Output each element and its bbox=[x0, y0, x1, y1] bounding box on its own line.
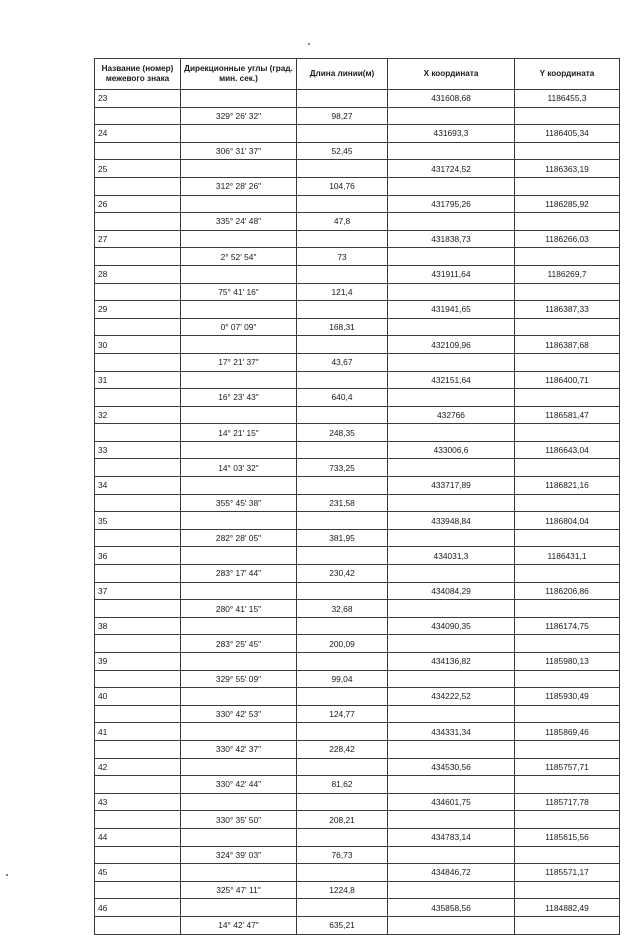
cell-point-name bbox=[95, 283, 181, 301]
cell-point-name: 44 bbox=[95, 828, 181, 846]
cell-direction-angle bbox=[181, 441, 297, 459]
table-row bbox=[95, 213, 620, 231]
cell-x-coordinate: 431724,52 bbox=[388, 160, 515, 178]
table-row bbox=[95, 107, 620, 125]
cell-x-coordinate: 432109,96 bbox=[388, 336, 515, 354]
cell-x-coordinate bbox=[388, 107, 515, 125]
table-row bbox=[95, 336, 620, 354]
cell-y-coordinate: 1186804,04 bbox=[515, 512, 620, 530]
cell-line-length bbox=[297, 301, 388, 319]
cell-point-name bbox=[95, 846, 181, 864]
cell-x-coordinate bbox=[388, 283, 515, 301]
table-row bbox=[95, 195, 620, 213]
cell-direction-angle: 16° 23' 43" bbox=[181, 389, 297, 407]
cell-x-coordinate: 434031,3 bbox=[388, 547, 515, 565]
cell-direction-angle: 330° 35' 50" bbox=[181, 811, 297, 829]
cell-y-coordinate: 1186643,04 bbox=[515, 441, 620, 459]
cell-line-length: 52,45 bbox=[297, 142, 388, 160]
cell-line-length bbox=[297, 230, 388, 248]
cell-point-name bbox=[95, 670, 181, 688]
cell-y-coordinate: 1186387,68 bbox=[515, 336, 620, 354]
cell-x-coordinate bbox=[388, 670, 515, 688]
header-x-coordinate: X координата bbox=[388, 59, 515, 90]
cell-direction-angle: 324° 39' 03" bbox=[181, 846, 297, 864]
header-point-name: Название (номер) межевого знака bbox=[95, 59, 181, 90]
cell-point-name: 43 bbox=[95, 793, 181, 811]
cell-direction-angle: 306° 31' 37" bbox=[181, 142, 297, 160]
cell-point-name: 32 bbox=[95, 406, 181, 424]
cell-direction-angle bbox=[181, 688, 297, 706]
cell-direction-angle bbox=[181, 160, 297, 178]
cell-y-coordinate: 1185869,46 bbox=[515, 723, 620, 741]
cell-point-name bbox=[95, 459, 181, 477]
cell-point-name bbox=[95, 353, 181, 371]
cell-y-coordinate bbox=[515, 353, 620, 371]
cell-line-length bbox=[297, 828, 388, 846]
cell-line-length: 43,67 bbox=[297, 353, 388, 371]
cell-direction-angle bbox=[181, 864, 297, 882]
cell-y-coordinate bbox=[515, 740, 620, 758]
cell-y-coordinate: 1186269,7 bbox=[515, 265, 620, 283]
cell-line-length bbox=[297, 195, 388, 213]
cell-y-coordinate bbox=[515, 811, 620, 829]
table-row bbox=[95, 477, 620, 495]
cell-point-name bbox=[95, 811, 181, 829]
table-row bbox=[95, 142, 620, 160]
cell-x-coordinate: 431941,65 bbox=[388, 301, 515, 319]
table-row bbox=[95, 617, 620, 635]
table-row bbox=[95, 160, 620, 178]
cell-x-coordinate bbox=[388, 776, 515, 794]
table-row bbox=[95, 828, 620, 846]
cell-direction-angle bbox=[181, 617, 297, 635]
table-row bbox=[95, 582, 620, 600]
cell-direction-angle: 355° 45' 38" bbox=[181, 494, 297, 512]
cell-point-name: 39 bbox=[95, 653, 181, 671]
cell-point-name: 36 bbox=[95, 547, 181, 565]
cell-line-length bbox=[297, 582, 388, 600]
cell-x-coordinate bbox=[388, 318, 515, 336]
table-row bbox=[95, 635, 620, 653]
table-row bbox=[95, 547, 620, 565]
cell-line-length: 231,58 bbox=[297, 494, 388, 512]
cell-point-name bbox=[95, 177, 181, 195]
cell-y-coordinate bbox=[515, 529, 620, 547]
cell-direction-angle bbox=[181, 758, 297, 776]
table-row bbox=[95, 424, 620, 442]
cell-y-coordinate: 1185615,56 bbox=[515, 828, 620, 846]
cell-point-name: 31 bbox=[95, 371, 181, 389]
cell-line-length bbox=[297, 512, 388, 530]
cell-point-name bbox=[95, 776, 181, 794]
cell-line-length: 98,27 bbox=[297, 107, 388, 125]
table-row bbox=[95, 406, 620, 424]
cell-line-length bbox=[297, 265, 388, 283]
cell-point-name: 37 bbox=[95, 582, 181, 600]
cell-point-name: 34 bbox=[95, 477, 181, 495]
table-row bbox=[95, 248, 620, 266]
cell-direction-angle bbox=[181, 265, 297, 283]
scan-speck bbox=[6, 874, 8, 876]
cell-y-coordinate bbox=[515, 424, 620, 442]
cell-direction-angle bbox=[181, 195, 297, 213]
cell-y-coordinate bbox=[515, 635, 620, 653]
cell-line-length bbox=[297, 864, 388, 882]
cell-x-coordinate: 434783,14 bbox=[388, 828, 515, 846]
cell-y-coordinate bbox=[515, 283, 620, 301]
cell-y-coordinate bbox=[515, 846, 620, 864]
cell-x-coordinate bbox=[388, 248, 515, 266]
cell-y-coordinate bbox=[515, 705, 620, 723]
cell-point-name bbox=[95, 107, 181, 125]
cell-point-name: 35 bbox=[95, 512, 181, 530]
table-row bbox=[95, 441, 620, 459]
cell-x-coordinate: 434084,29 bbox=[388, 582, 515, 600]
cell-y-coordinate: 1186581,47 bbox=[515, 406, 620, 424]
cell-line-length bbox=[297, 899, 388, 917]
cell-point-name bbox=[95, 318, 181, 336]
cell-direction-angle: 280° 41' 15" bbox=[181, 600, 297, 618]
cell-direction-angle bbox=[181, 406, 297, 424]
survey-coordinates-table bbox=[94, 58, 620, 935]
cell-point-name bbox=[95, 142, 181, 160]
table-row bbox=[95, 723, 620, 741]
cell-line-length: 124,77 bbox=[297, 705, 388, 723]
cell-direction-angle bbox=[181, 653, 297, 671]
cell-line-length: 733,25 bbox=[297, 459, 388, 477]
cell-x-coordinate: 431795,26 bbox=[388, 195, 515, 213]
cell-y-coordinate bbox=[515, 248, 620, 266]
table-row bbox=[95, 916, 620, 934]
cell-y-coordinate: 1186405,34 bbox=[515, 125, 620, 143]
cell-y-coordinate bbox=[515, 565, 620, 583]
cell-point-name bbox=[95, 916, 181, 934]
cell-line-length bbox=[297, 441, 388, 459]
cell-direction-angle bbox=[181, 371, 297, 389]
cell-direction-angle bbox=[181, 723, 297, 741]
cell-line-length bbox=[297, 477, 388, 495]
cell-direction-angle bbox=[181, 477, 297, 495]
cell-line-length bbox=[297, 406, 388, 424]
scan-speck bbox=[308, 43, 310, 45]
cell-point-name: 33 bbox=[95, 441, 181, 459]
header-y-coordinate: Y координата bbox=[515, 59, 620, 90]
cell-y-coordinate bbox=[515, 107, 620, 125]
cell-line-length: 230,42 bbox=[297, 565, 388, 583]
cell-point-name bbox=[95, 213, 181, 231]
table-body bbox=[95, 90, 620, 935]
cell-point-name bbox=[95, 740, 181, 758]
cell-direction-angle: 2° 52' 54" bbox=[181, 248, 297, 266]
table-row bbox=[95, 529, 620, 547]
cell-y-coordinate: 1184882,49 bbox=[515, 899, 620, 917]
cell-point-name: 40 bbox=[95, 688, 181, 706]
cell-point-name bbox=[95, 494, 181, 512]
cell-direction-angle: 14° 03' 32" bbox=[181, 459, 297, 477]
cell-y-coordinate: 1186266,03 bbox=[515, 230, 620, 248]
cell-line-length: 640,4 bbox=[297, 389, 388, 407]
cell-y-coordinate bbox=[515, 600, 620, 618]
cell-point-name: 25 bbox=[95, 160, 181, 178]
cell-line-length bbox=[297, 371, 388, 389]
cell-point-name: 24 bbox=[95, 125, 181, 143]
cell-direction-angle bbox=[181, 512, 297, 530]
table-row bbox=[95, 301, 620, 319]
cell-x-coordinate bbox=[388, 459, 515, 477]
cell-y-coordinate bbox=[515, 213, 620, 231]
cell-x-coordinate: 433006,6 bbox=[388, 441, 515, 459]
cell-direction-angle bbox=[181, 230, 297, 248]
cell-line-length bbox=[297, 793, 388, 811]
cell-y-coordinate: 1186400,71 bbox=[515, 371, 620, 389]
cell-x-coordinate bbox=[388, 811, 515, 829]
cell-line-length: 381,95 bbox=[297, 529, 388, 547]
table-row bbox=[95, 899, 620, 917]
cell-y-coordinate: 1185757,71 bbox=[515, 758, 620, 776]
cell-point-name: 26 bbox=[95, 195, 181, 213]
cell-line-length bbox=[297, 723, 388, 741]
cell-point-name: 29 bbox=[95, 301, 181, 319]
cell-line-length: 228,42 bbox=[297, 740, 388, 758]
cell-line-length: 168,31 bbox=[297, 318, 388, 336]
cell-line-length bbox=[297, 547, 388, 565]
cell-x-coordinate bbox=[388, 389, 515, 407]
cell-x-coordinate bbox=[388, 213, 515, 231]
cell-point-name bbox=[95, 424, 181, 442]
cell-y-coordinate bbox=[515, 142, 620, 160]
cell-direction-angle: 312° 28' 26" bbox=[181, 177, 297, 195]
cell-direction-angle bbox=[181, 899, 297, 917]
cell-x-coordinate: 434601,75 bbox=[388, 793, 515, 811]
table-row bbox=[95, 864, 620, 882]
cell-point-name: 41 bbox=[95, 723, 181, 741]
cell-y-coordinate: 1186285,92 bbox=[515, 195, 620, 213]
cell-direction-angle: 282° 28' 05" bbox=[181, 529, 297, 547]
cell-y-coordinate: 1186387,33 bbox=[515, 301, 620, 319]
cell-x-coordinate bbox=[388, 881, 515, 899]
cell-point-name bbox=[95, 635, 181, 653]
table-row bbox=[95, 881, 620, 899]
cell-line-length: 208,21 bbox=[297, 811, 388, 829]
table-row bbox=[95, 688, 620, 706]
cell-direction-angle bbox=[181, 301, 297, 319]
cell-line-length: 73 bbox=[297, 248, 388, 266]
cell-direction-angle: 330° 42' 44" bbox=[181, 776, 297, 794]
cell-line-length: 104,76 bbox=[297, 177, 388, 195]
cell-line-length: 81,62 bbox=[297, 776, 388, 794]
cell-x-coordinate: 434530,56 bbox=[388, 758, 515, 776]
cell-point-name: 42 bbox=[95, 758, 181, 776]
cell-x-coordinate: 435858,56 bbox=[388, 899, 515, 917]
cell-line-length bbox=[297, 758, 388, 776]
table-row bbox=[95, 353, 620, 371]
cell-line-length: 1224,8 bbox=[297, 881, 388, 899]
cell-direction-angle: 330° 42' 53" bbox=[181, 705, 297, 723]
cell-line-length: 248,35 bbox=[297, 424, 388, 442]
table-row bbox=[95, 371, 620, 389]
cell-direction-angle: 329° 55' 09" bbox=[181, 670, 297, 688]
cell-direction-angle: 330° 42' 37" bbox=[181, 740, 297, 758]
table-row bbox=[95, 705, 620, 723]
cell-y-coordinate bbox=[515, 776, 620, 794]
cell-line-length bbox=[297, 653, 388, 671]
table-row bbox=[95, 740, 620, 758]
cell-direction-angle: 335° 24' 48" bbox=[181, 213, 297, 231]
table-row bbox=[95, 565, 620, 583]
cell-direction-angle: 325° 47' 11" bbox=[181, 881, 297, 899]
table-row bbox=[95, 494, 620, 512]
cell-line-length bbox=[297, 125, 388, 143]
cell-y-coordinate: 1186363,19 bbox=[515, 160, 620, 178]
cell-direction-angle bbox=[181, 547, 297, 565]
cell-x-coordinate bbox=[388, 177, 515, 195]
cell-x-coordinate bbox=[388, 529, 515, 547]
table-row bbox=[95, 265, 620, 283]
cell-x-coordinate: 433717,89 bbox=[388, 477, 515, 495]
cell-direction-angle bbox=[181, 793, 297, 811]
cell-x-coordinate: 432766 bbox=[388, 406, 515, 424]
cell-x-coordinate bbox=[388, 424, 515, 442]
cell-x-coordinate: 431608,68 bbox=[388, 90, 515, 108]
cell-direction-angle bbox=[181, 582, 297, 600]
table-header-row bbox=[95, 59, 620, 90]
cell-y-coordinate: 1185717,78 bbox=[515, 793, 620, 811]
cell-x-coordinate bbox=[388, 740, 515, 758]
table-row bbox=[95, 283, 620, 301]
cell-x-coordinate bbox=[388, 494, 515, 512]
cell-x-coordinate: 432151,64 bbox=[388, 371, 515, 389]
cell-point-name: 45 bbox=[95, 864, 181, 882]
cell-x-coordinate: 433948,84 bbox=[388, 512, 515, 530]
cell-direction-angle: 0° 07' 09" bbox=[181, 318, 297, 336]
cell-y-coordinate: 1185571,17 bbox=[515, 864, 620, 882]
cell-x-coordinate bbox=[388, 635, 515, 653]
cell-x-coordinate bbox=[388, 565, 515, 583]
cell-line-length: 200,09 bbox=[297, 635, 388, 653]
cell-y-coordinate: 1185980,13 bbox=[515, 653, 620, 671]
cell-y-coordinate bbox=[515, 459, 620, 477]
cell-point-name bbox=[95, 389, 181, 407]
cell-y-coordinate bbox=[515, 670, 620, 688]
table-row bbox=[95, 600, 620, 618]
cell-line-length bbox=[297, 617, 388, 635]
cell-direction-angle: 283° 25' 45" bbox=[181, 635, 297, 653]
cell-direction-angle bbox=[181, 90, 297, 108]
cell-y-coordinate bbox=[515, 494, 620, 512]
cell-point-name bbox=[95, 248, 181, 266]
cell-y-coordinate bbox=[515, 881, 620, 899]
cell-direction-angle: 14° 21' 15" bbox=[181, 424, 297, 442]
cell-y-coordinate: 1186821,16 bbox=[515, 477, 620, 495]
cell-x-coordinate: 431911,64 bbox=[388, 265, 515, 283]
cell-x-coordinate bbox=[388, 916, 515, 934]
table-row bbox=[95, 776, 620, 794]
cell-y-coordinate: 1186431,1 bbox=[515, 547, 620, 565]
cell-x-coordinate: 434331,34 bbox=[388, 723, 515, 741]
cell-line-length bbox=[297, 90, 388, 108]
cell-point-name: 30 bbox=[95, 336, 181, 354]
table-row bbox=[95, 90, 620, 108]
cell-point-name bbox=[95, 705, 181, 723]
cell-point-name bbox=[95, 529, 181, 547]
cell-direction-angle bbox=[181, 828, 297, 846]
cell-y-coordinate bbox=[515, 389, 620, 407]
cell-line-length: 76,73 bbox=[297, 846, 388, 864]
table-row bbox=[95, 459, 620, 477]
table-row bbox=[95, 758, 620, 776]
cell-x-coordinate: 434222,52 bbox=[388, 688, 515, 706]
cell-direction-angle bbox=[181, 125, 297, 143]
table-row bbox=[95, 793, 620, 811]
table-row bbox=[95, 670, 620, 688]
cell-y-coordinate: 1186206,86 bbox=[515, 582, 620, 600]
cell-x-coordinate: 431693,3 bbox=[388, 125, 515, 143]
cell-x-coordinate bbox=[388, 705, 515, 723]
cell-line-length: 635,21 bbox=[297, 916, 388, 934]
cell-point-name: 23 bbox=[95, 90, 181, 108]
cell-x-coordinate bbox=[388, 142, 515, 160]
cell-y-coordinate: 1185930,49 bbox=[515, 688, 620, 706]
cell-point-name bbox=[95, 881, 181, 899]
cell-direction-angle bbox=[181, 336, 297, 354]
cell-point-name bbox=[95, 600, 181, 618]
cell-y-coordinate bbox=[515, 177, 620, 195]
header-direction-angle: Дирекционные углы (град. мин. сек.) bbox=[181, 59, 297, 90]
table-row bbox=[95, 846, 620, 864]
cell-y-coordinate bbox=[515, 318, 620, 336]
cell-x-coordinate bbox=[388, 600, 515, 618]
cell-line-length: 32,68 bbox=[297, 600, 388, 618]
cell-x-coordinate: 434136,82 bbox=[388, 653, 515, 671]
cell-line-length bbox=[297, 688, 388, 706]
cell-x-coordinate bbox=[388, 353, 515, 371]
cell-line-length bbox=[297, 160, 388, 178]
cell-direction-angle: 75° 41' 16" bbox=[181, 283, 297, 301]
cell-x-coordinate: 431838,73 bbox=[388, 230, 515, 248]
table-row bbox=[95, 512, 620, 530]
cell-point-name: 38 bbox=[95, 617, 181, 635]
header-line-length: Длина линии(м) bbox=[297, 59, 388, 90]
table-row bbox=[95, 389, 620, 407]
cell-line-length: 47,8 bbox=[297, 213, 388, 231]
cell-direction-angle: 17° 21' 37" bbox=[181, 353, 297, 371]
cell-point-name bbox=[95, 565, 181, 583]
table-row bbox=[95, 177, 620, 195]
cell-line-length bbox=[297, 336, 388, 354]
table-row bbox=[95, 811, 620, 829]
cell-y-coordinate: 1186174,75 bbox=[515, 617, 620, 635]
cell-point-name: 46 bbox=[95, 899, 181, 917]
cell-y-coordinate bbox=[515, 916, 620, 934]
table-row bbox=[95, 318, 620, 336]
cell-point-name: 27 bbox=[95, 230, 181, 248]
cell-x-coordinate: 434090,35 bbox=[388, 617, 515, 635]
cell-point-name: 28 bbox=[95, 265, 181, 283]
cell-direction-angle: 283° 17' 44" bbox=[181, 565, 297, 583]
cell-direction-angle: 329° 26' 32" bbox=[181, 107, 297, 125]
cell-y-coordinate: 1186455,3 bbox=[515, 90, 620, 108]
cell-direction-angle: 14° 42' 47" bbox=[181, 916, 297, 934]
cell-line-length: 99,04 bbox=[297, 670, 388, 688]
cell-line-length: 121,4 bbox=[297, 283, 388, 301]
table-row bbox=[95, 125, 620, 143]
table-row bbox=[95, 230, 620, 248]
cell-x-coordinate bbox=[388, 846, 515, 864]
table-row bbox=[95, 653, 620, 671]
cell-x-coordinate: 434846,72 bbox=[388, 864, 515, 882]
